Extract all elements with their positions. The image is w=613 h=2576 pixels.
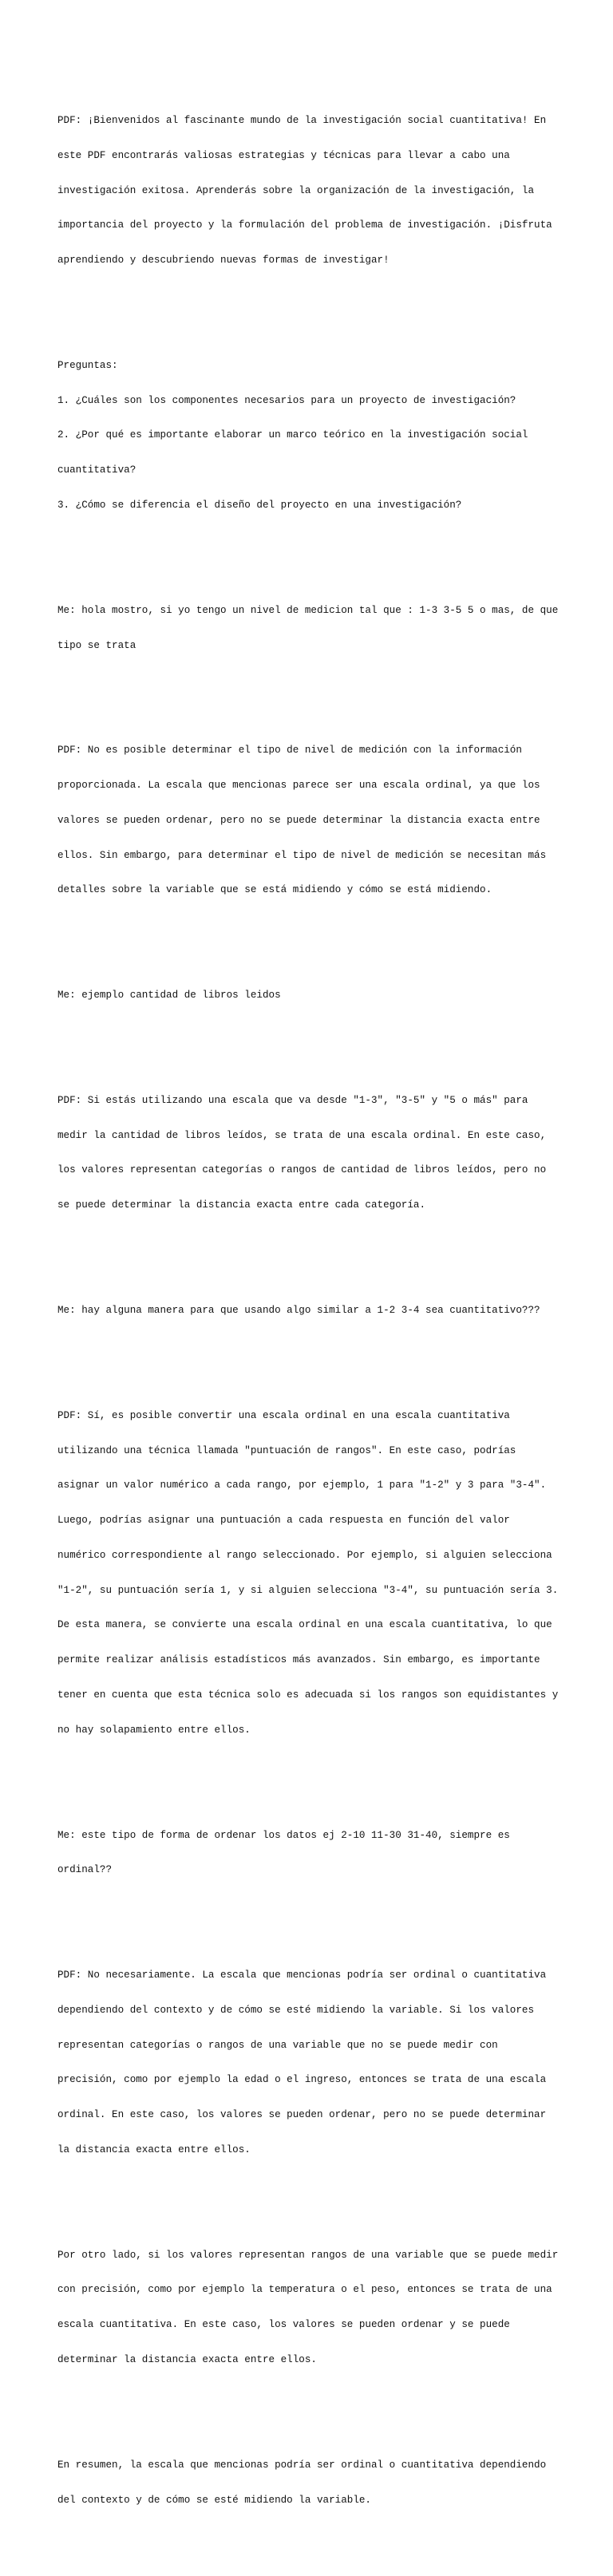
text-line: PDF: No es posible determinar el tipo de nivel de medición con la información: [57, 745, 522, 757]
text-line: utilizando una técnica llamada "puntuación de rangos". En este caso, podrías: [57, 1444, 516, 1456]
paragraph-intro: [57, 92, 562, 290]
text-line: permite realizar análisis estadísticos más avanzados. Sin embargo, es importante: [57, 1654, 540, 1666]
text-line: precisión, como por ejemplo la edad o el ingreso, entonces se trata de una escala: [57, 2074, 547, 2086]
paragraph-pdf-answer-3: [57, 1387, 562, 1760]
text-line: ellos. Sin embargo, para determinar el tipo de nivel de medición se necesitan más: [57, 849, 547, 861]
text-line: determinar la distancia exacta entre ellos.: [57, 2354, 317, 2366]
text-line: tipo se trata: [57, 639, 136, 651]
text-line: 3. ¿Cómo se diferencia el diseño del proyecto en una investigación?: [57, 499, 462, 511]
document-body: [57, 57, 562, 2576]
text-line: proporcionada. La escala que mencionas parece ser una escala ordinal, ya que los: [57, 780, 540, 792]
text-line: la distancia exacta entre ellos.: [57, 2143, 251, 2155]
text-line: Por otro lado, si los valores representan rangos de una variable que se puede medir: [57, 2249, 559, 2261]
text-line: ordinal. En este caso, los valores se pueden ordenar, pero no se puede determinar: [57, 2109, 547, 2121]
text-line: cuantitativa?: [57, 464, 136, 476]
text-line: Me: hay alguna manera para que usando algo similar a 1-2 3-4 sea cuantitativo???: [57, 1304, 540, 1316]
text-line: valores se pueden ordenar, pero no se puede determinar la distancia exacta entre: [57, 814, 540, 826]
text-line: PDF: Sí, es posible convertir una escala ordinal en una escala cuantitativa: [57, 1409, 510, 1421]
text-line: 2. ¿Por qué es importante elaborar un marco teórico en la investigación social: [57, 429, 528, 441]
text-line: no hay solapamiento entre ellos.: [57, 1724, 251, 1736]
text-line: aprendiendo y descubriendo nuevas formas de investigar!: [57, 255, 390, 267]
paragraph-pdf-answer-4: [57, 1946, 562, 2179]
paragraph-pdf-answer-1: [57, 721, 562, 919]
text-line: representan categorías o rangos de una variable que no se puede medir con: [57, 2039, 498, 2051]
text-line: Me: este tipo de forma de ordenar los datos ej 2-10 11-30 31-40, siempre es: [57, 1829, 510, 1841]
text-line: detalles sobre la variable que se está midiendo y cómo se está midiendo.: [57, 884, 492, 896]
text-line: importancia del proyecto y la formulación del problema de investigación. ¡Disfruta: [57, 219, 552, 231]
text-line: En resumen, la escala que mencionas podría ser ordinal o cuantitativa dependiendo: [57, 2459, 547, 2471]
text-line: escala cuantitativa. En este caso, los valores se pueden ordenar y se puede: [57, 2319, 510, 2331]
text-line: "1-2", su puntuación sería 1, y si alguien selecciona "3-4", su puntuación sería 3.: [57, 1584, 559, 1596]
text-line: Luego, podrías asignar una puntuación a cada respuesta en función del valor: [57, 1515, 510, 1527]
text-line: De esta manera, se convierte una escala ordinal en una escala cuantitativa, lo que: [57, 1619, 552, 1631]
paragraph-me-question-3: [57, 1282, 562, 1340]
text-line: se puede determinar la distancia exacta entre cada categoría.: [57, 1199, 426, 1211]
text-line: los valores representan categorías o rangos de cantidad de libros leídos, pero no: [57, 1164, 547, 1176]
text-line: PDF: Si estás utilizando una escala que va desde "1-3", "3-5" y "5 o más" para: [57, 1094, 528, 1106]
text-line: Me: ejemplo cantidad de libros leidos: [57, 990, 281, 1002]
paragraph-me-question-1: [57, 582, 562, 675]
text-line: PDF: No necesariamente. La escala que mencionas podría ser ordinal o cuantitativa: [57, 1970, 547, 1981]
text-line: PDF: ¡Bienvenidos al fascinante mundo de la investigación social cuantitativa! En: [57, 114, 547, 126]
text-line: dependiendo del contexto y de cómo se esté midiendo la variable. Si los valores: [57, 2004, 535, 2016]
text-line: Preguntas:: [57, 359, 118, 371]
paragraph-summary: [57, 2436, 562, 2530]
text-line: asignar un valor numérico a cada rango, por ejemplo, 1 para "1-2" y 3 para "3-4".: [57, 1480, 547, 1491]
paragraph-me-question-4: [57, 1806, 562, 1899]
text-line: investigación exitosa. Aprenderás sobre la organización de la investigación, la: [57, 184, 535, 196]
paragraph-pdf-answer-4-continued: [57, 2226, 562, 2389]
text-line: medir la cantidad de libros leídos, se trata de una escala ordinal. En este caso,: [57, 1129, 547, 1141]
text-line: ordinal??: [57, 1864, 113, 1876]
text-line: 1. ¿Cuáles son los componentes necesarios para un proyecto de investigación?: [57, 394, 516, 406]
text-line: este PDF encontrarás valiosas estrategias y técnicas para llevar a cabo una: [57, 149, 510, 161]
text-line: del contexto y de cómo se esté midiendo la variable.: [57, 2494, 371, 2506]
paragraph-questions: [57, 337, 562, 535]
paragraph-pdf-answer-2: [57, 1072, 562, 1235]
text-line: tener en cuenta que esta técnica solo es adecuada si los rangos son equidistantes y: [57, 1689, 559, 1701]
paragraph-me-question-2: [57, 966, 562, 1025]
text-line: con precisión, como por ejemplo la temperatura o el peso, entonces se trata de una: [57, 2284, 552, 2296]
text-line: Me: hola mostro, si yo tengo un nivel de medicion tal que : 1-3 3-5 5 o mas, de que: [57, 604, 559, 616]
text-line: numérico correspondiente al rango seleccionado. Por ejemplo, si alguien selecciona: [57, 1549, 552, 1561]
